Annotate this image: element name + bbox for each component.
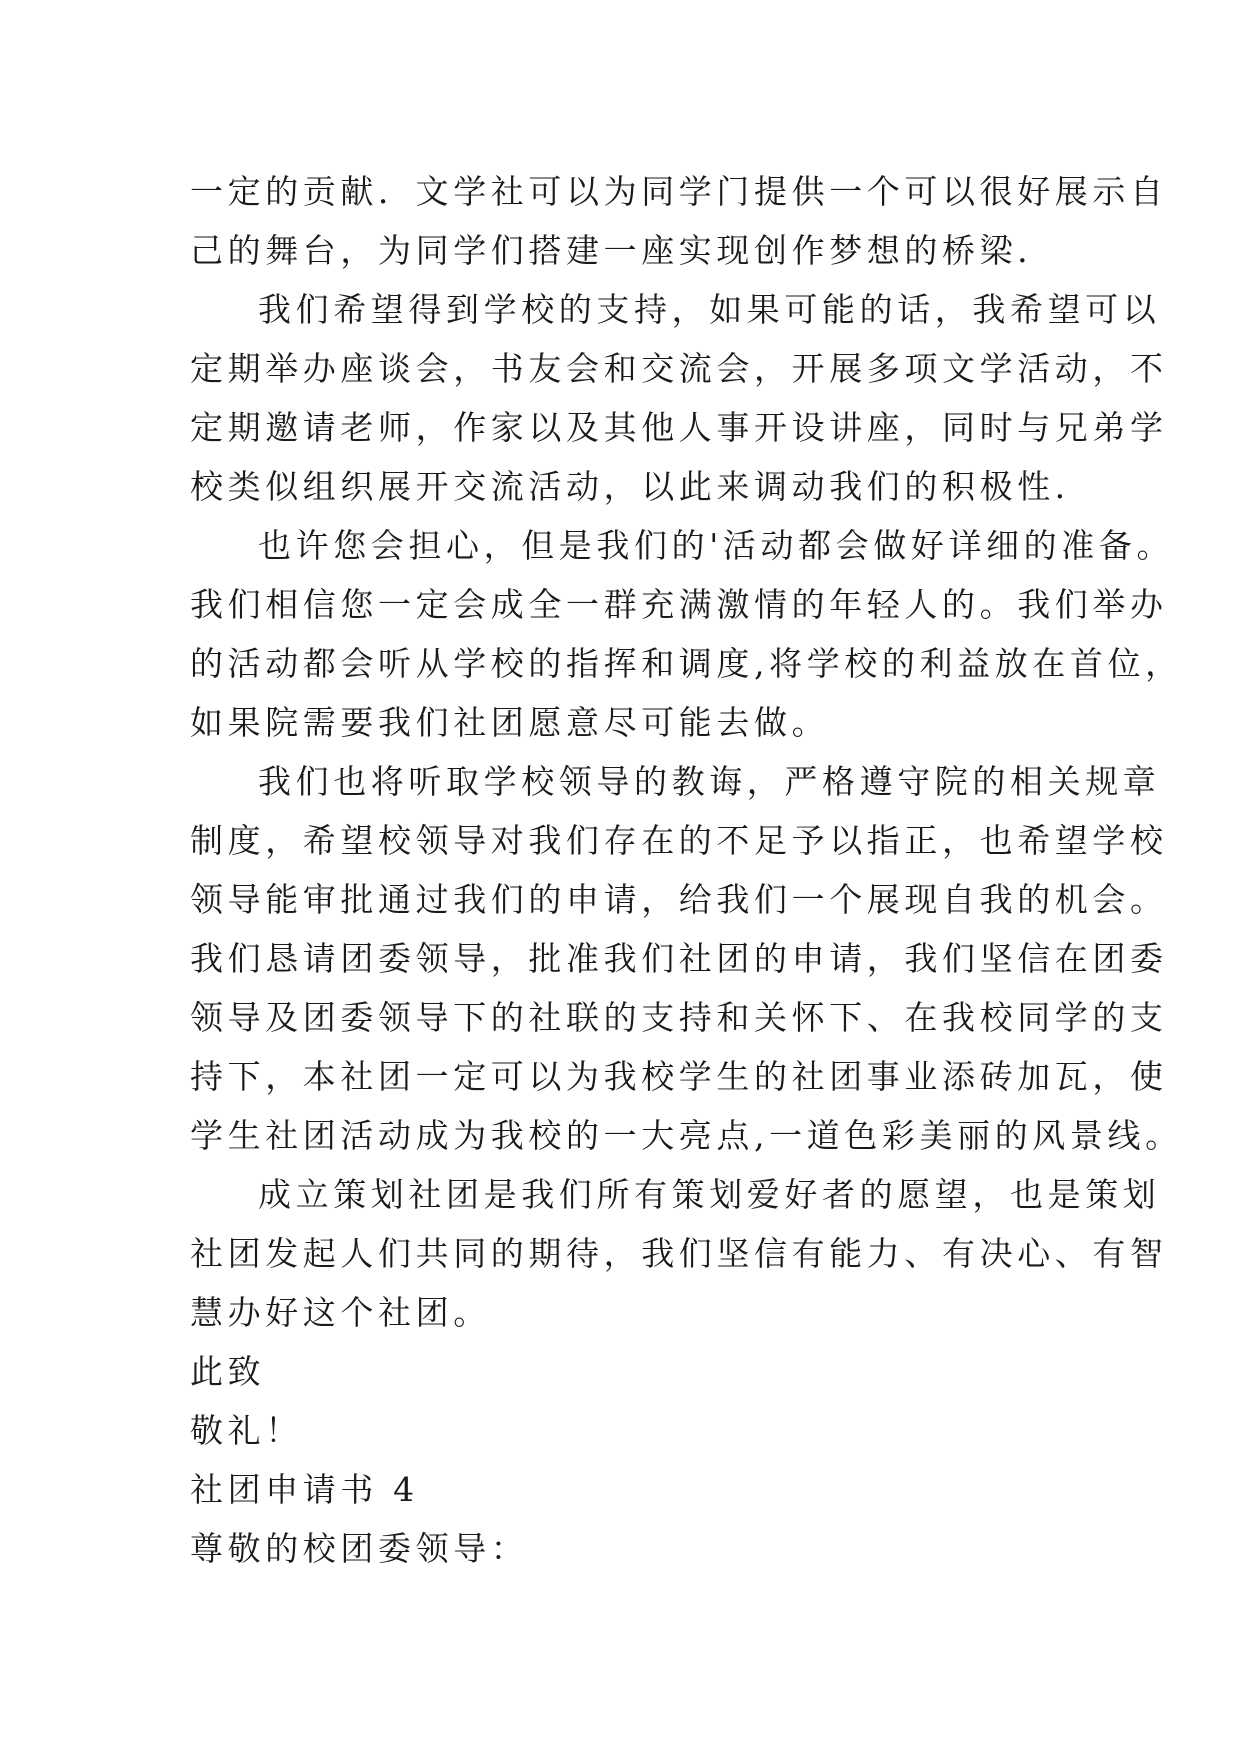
text-line-16: 持下，本社团一定可以为我校学生的社团事业添砖加瓦，使 xyxy=(190,1057,1168,1096)
text-line-11: 我们也将听取学校领导的教诲，严格遵守院的相关规章 xyxy=(258,762,1161,801)
text-line-17: 学生社团活动成为我校的一大亮点,一道色彩美丽的风景线。 xyxy=(190,1116,1183,1155)
text-line-12: 制度，希望校领导对我们存在的不足予以指正，也希望学校 xyxy=(190,821,1168,860)
text-line-5: 定期邀请老师，作家以及其他人事开设讲座，同时与兄弟学 xyxy=(190,408,1168,447)
text-line-14: 我们恳请团委领导，批准我们社团的申请，我们坚信在团委 xyxy=(190,939,1168,978)
text-line-1: 一定的贡献．文学社可以为同学门提供一个可以很好展示自 xyxy=(190,172,1168,211)
text-line-3: 我们希望得到学校的支持，如果可能的话，我希望可以 xyxy=(258,290,1161,329)
text-line-8: 我们相信您一定会成全一群充满激情的年轻人的。我们举办 xyxy=(190,585,1168,624)
document-body xyxy=(190,162,1183,1578)
text-line-13: 领导能审批通过我们的申请，给我们一个展现自我的机会。 xyxy=(190,880,1168,919)
closing-salutation: 此致 xyxy=(190,1352,266,1391)
text-line-20: 慧办好这个社团。 xyxy=(190,1293,491,1332)
text-line-9: 的活动都会听从学校的指挥和调度,将学校的利益放在首位， xyxy=(190,644,1183,683)
text-line-18: 成立策划社团是我们所有策划爱好者的愿望，也是策划 xyxy=(258,1175,1161,1214)
text-line-2: 己的舞台，为同学们搭建一座实现创作梦想的桥梁． xyxy=(190,231,1055,270)
text-line-6: 校类似组织展开交流活动，以此来调动我们的积极性． xyxy=(190,467,1093,506)
text-line-19: 社团发起人们共同的期待，我们坚信有能力、有决心、有智 xyxy=(190,1234,1168,1273)
greeting-line: 尊敬的校团委领导： xyxy=(190,1529,529,1568)
text-line-4: 定期举办座谈会，书友会和交流会，开展多项文学活动，不 xyxy=(190,349,1168,388)
text-line-7: 也许您会担心，但是我们的'活动都会做好详细的准备。 xyxy=(258,526,1175,565)
text-line-15: 领导及团委领导下的社联的支持和关怀下、在我校同学的支 xyxy=(190,998,1168,1037)
section-heading: 社团申请书 4 xyxy=(190,1470,419,1509)
closing-regards: 敬礼！ xyxy=(190,1411,303,1450)
text-line-10: 如果院需要我们社团愿意尽可能去做。 xyxy=(190,703,830,742)
